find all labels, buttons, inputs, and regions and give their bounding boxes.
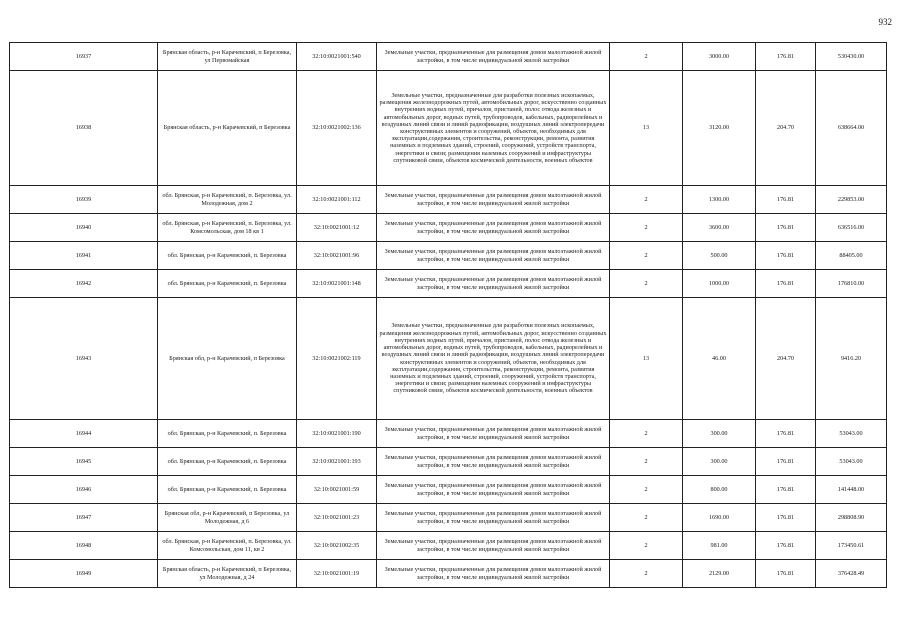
table-row	[10, 298, 887, 420]
row-number: 16944	[10, 420, 158, 448]
cadastral-value-cell: 530430.00	[816, 43, 887, 71]
specific-value-cell: 176.81	[756, 476, 816, 504]
cadastral-number-cell: 32:10:0021001:12	[297, 214, 377, 242]
specific-value-cell: 176.81	[756, 532, 816, 560]
group-code-cell: 13	[610, 298, 683, 420]
address-cell: Брянская обл, р-н Карачевский, п Березовка, ул Молодежная, д 6	[158, 504, 297, 532]
cadastral-value-cell: 376428.49	[816, 560, 887, 588]
group-code-cell: 2	[610, 504, 683, 532]
row-number: 16946	[10, 476, 158, 504]
group-code-cell: 2	[610, 560, 683, 588]
cadastral-value-cell: 173450.61	[816, 532, 887, 560]
cadastral-number-cell: 32:10:0021001:190	[297, 420, 377, 448]
address-cell: обл. Брянская, р-н Карачевский, п. Березовка	[158, 448, 297, 476]
land-use-cell: Земельные участки, предназначенные для размещения домов малоэтажной жилой застройки, в том числе индивидуальной жилой застройки	[377, 560, 610, 588]
area-cell: 46.00	[683, 298, 756, 420]
address-cell: обл. Брянская, р-н Карачевский, п. Березовка	[158, 476, 297, 504]
land-use-cell: Земельные участки, предназначенные для размещения домов малоэтажной жилой застройки, в том числе индивидуальной жилой застройки	[377, 532, 610, 560]
address-cell: Брянская обл, р-н Карачевский, п Березовка	[158, 298, 297, 420]
specific-value-cell: 176.81	[756, 448, 816, 476]
group-code-cell: 2	[610, 186, 683, 214]
land-use-cell: Земельные участки, предназначенные для размещения домов малоэтажной жилой застройки, в том числе индивидуальной жилой застройки	[377, 186, 610, 214]
specific-value-cell: 176.81	[756, 242, 816, 270]
area-cell: 1300.00	[683, 186, 756, 214]
row-number: 16948	[10, 532, 158, 560]
land-use-cell: Земельные участки, предназначенные для размещения домов малоэтажной жилой застройки, в том числе индивидуальной жилой застройки	[377, 214, 610, 242]
land-use-cell: Земельные участки, предназначенные для разработки полезных ископаемых, размещения железнодорожных путей, автомобильных дорог, искусственно созданных внутренних водных путей, причалов, пристаней, полос отвода железных и автомобильных дорог, водных путей, трубопроводов, кабельных, радиорелейных и воздушных линий связи и линий радиофикации, воздушных линий электропередачи конструктивных элементов и сооружений, объектов, необходимых для эксплуатации,содержания, строительства, реконструкции, ремонта, развития наземных и подземных зданий, строений, сооружений, устройств транспорта, энергетики и связи; размещения наземных сооружений и инфраструктуры спутниковой связи, объектов космической деятельности, военных объектов	[377, 71, 610, 186]
row-number: 16941	[10, 242, 158, 270]
area-cell: 2129.00	[683, 560, 756, 588]
cadastral-value-cell: 53043.00	[816, 448, 887, 476]
specific-value-cell: 204.70	[756, 298, 816, 420]
specific-value-cell: 176.81	[756, 560, 816, 588]
row-number: 16940	[10, 214, 158, 242]
cadastral-value-cell: 638664.00	[816, 71, 887, 186]
cadastral-value-cell: 141448.00	[816, 476, 887, 504]
cadastral-value-cell: 53043.00	[816, 420, 887, 448]
cadastral-number-cell: 32:10:0021001:96	[297, 242, 377, 270]
table-row	[10, 532, 887, 560]
specific-value-cell: 204.70	[756, 71, 816, 186]
row-number: 16943	[10, 298, 158, 420]
cadastral-number-cell: 32:10:0021001:148	[297, 270, 377, 298]
address-cell: Брянская область, р-н Карачевский, п Березовка, ул Молодежная, д 24	[158, 560, 297, 588]
land-use-cell: Земельные участки, предназначенные для размещения домов малоэтажной жилой застройки, в том числе индивидуальной жилой застройки	[377, 270, 610, 298]
cadastral-value-cell: 9416.20	[816, 298, 887, 420]
cadastral-value-cell: 229853.00	[816, 186, 887, 214]
address-cell: обл. Брянская, р-н Карачевский, п. Березовка	[158, 420, 297, 448]
table-row	[10, 476, 887, 504]
row-number: 16942	[10, 270, 158, 298]
land-use-cell: Земельные участки, предназначенные для размещения домов малоэтажной жилой застройки, в том числе индивидуальной жилой застройки	[377, 476, 610, 504]
land-use-cell: Земельные участки, предназначенные для размещения домов малоэтажной жилой застройки, в том числе индивидуальной жилой застройки	[377, 504, 610, 532]
land-use-cell: Земельные участки, предназначенные для размещения домов малоэтажной жилой застройки, в том числе индивидуальной жилой застройки	[377, 242, 610, 270]
address-cell: обл. Брянская, р-н Карачевский, п. Березовка, ул. Молодежная, дом 2	[158, 186, 297, 214]
group-code-cell: 13	[610, 71, 683, 186]
specific-value-cell: 176.81	[756, 504, 816, 532]
table-row	[10, 270, 887, 298]
group-code-cell: 2	[610, 214, 683, 242]
row-number: 16945	[10, 448, 158, 476]
land-use-cell: Земельные участки, предназначенные для размещения домов малоэтажной жилой застройки, в том числе индивидуальной жилой застройки	[377, 448, 610, 476]
cadastral-value-cell: 636516.00	[816, 214, 887, 242]
address-cell: Брянская область, р-н Карачевский, п Березовка, ул Первомайская	[158, 43, 297, 71]
table-row	[10, 504, 887, 532]
row-number: 16949	[10, 560, 158, 588]
table-row	[10, 448, 887, 476]
cadastral-number-cell: 32:10:0021002:119	[297, 298, 377, 420]
specific-value-cell: 176.81	[756, 186, 816, 214]
cadastral-number-cell: 32:10:0021002:35	[297, 532, 377, 560]
area-cell: 1000.00	[683, 270, 756, 298]
cadastral-number-cell: 32:10:0021001:193	[297, 448, 377, 476]
area-cell: 300.00	[683, 448, 756, 476]
area-cell: 1690.00	[683, 504, 756, 532]
address-cell: обл. Брянская, р-н Карачевский, п. Березовка, ул. Комсомольская, дом 18 кв 1	[158, 214, 297, 242]
land-use-cell: Земельные участки, предназначенные для размещения домов малоэтажной жилой застройки, в том числе индивидуальной жилой застройки	[377, 43, 610, 71]
address-cell: обл. Брянская, р-н Карачевский, п. Березовка, ул. Комсомольская, дом 11, кв 2	[158, 532, 297, 560]
group-code-cell: 2	[610, 270, 683, 298]
table-row	[10, 420, 887, 448]
cadastral-value-cell: 176810.00	[816, 270, 887, 298]
cadastral-number-cell: 32:10:0021001:19	[297, 560, 377, 588]
group-code-cell: 2	[610, 420, 683, 448]
table-row	[10, 71, 887, 186]
table-row	[10, 560, 887, 588]
table-row	[10, 214, 887, 242]
area-cell: 3120.00	[683, 71, 756, 186]
specific-value-cell: 176.81	[756, 420, 816, 448]
row-number: 16947	[10, 504, 158, 532]
specific-value-cell: 176.81	[756, 43, 816, 71]
row-number: 16938	[10, 71, 158, 186]
group-code-cell: 2	[610, 448, 683, 476]
group-code-cell: 2	[610, 242, 683, 270]
area-cell: 300.00	[683, 420, 756, 448]
land-use-cell: Земельные участки, предназначенные для разработки полезных ископаемых, размещения железнодорожных путей, автомобильных дорог, искусственно созданных внутренних водных путей, причалов, пристаней, полос отвода железных и автомобильных дорог, водных путей, трубопроводов, кабельных, радиорелейных и воздушных линий связи и линий радиофикации, воздушных линий электропередачи конструктивных элементов и сооружений, объектов, необходимых для эксплуатации,содержания, строительства, реконструкции, ремонта, развития наземных и подземных зданий, строений, сооружений, устройств транспорта, энергетики и связи; размещения наземных сооружений и инфраструктуры спутниковой связи, объектов космической деятельности, военных объектов	[377, 298, 610, 420]
page-number: 932	[878, 17, 892, 27]
area-cell: 3000.00	[683, 43, 756, 71]
cadastral-number-cell: 32:10:0021001:23	[297, 504, 377, 532]
table-row	[10, 43, 887, 71]
row-number: 16939	[10, 186, 158, 214]
area-cell: 981.00	[683, 532, 756, 560]
land-registry-table	[9, 42, 887, 588]
area-cell: 500.00	[683, 242, 756, 270]
address-cell: обл. Брянская, р-н Карачевский, п. Березовка	[158, 242, 297, 270]
group-code-cell: 2	[610, 532, 683, 560]
cadastral-value-cell: 88405.00	[816, 242, 887, 270]
table-row	[10, 186, 887, 214]
address-cell: Брянская область, р-н Карачевский, п Березовка	[158, 71, 297, 186]
cadastral-number-cell: 32:10:0021001:112	[297, 186, 377, 214]
specific-value-cell: 176.81	[756, 214, 816, 242]
cadastral-number-cell: 32:10:0021002:136	[297, 71, 377, 186]
group-code-cell: 2	[610, 43, 683, 71]
cadastral-number-cell: 32:10:0021001:59	[297, 476, 377, 504]
address-cell: обл. Брянская, р-н Карачевский, п. Березовка	[158, 270, 297, 298]
area-cell: 800.00	[683, 476, 756, 504]
table-row	[10, 242, 887, 270]
group-code-cell: 2	[610, 476, 683, 504]
cadastral-number-cell: 32:10:0021001:540	[297, 43, 377, 71]
land-use-cell: Земельные участки, предназначенные для размещения домов малоэтажной жилой застройки, в том числе индивидуальной жилой застройки	[377, 420, 610, 448]
row-number: 16937	[10, 43, 158, 71]
cadastral-value-cell: 298808.90	[816, 504, 887, 532]
specific-value-cell: 176.81	[756, 270, 816, 298]
area-cell: 3600.00	[683, 214, 756, 242]
